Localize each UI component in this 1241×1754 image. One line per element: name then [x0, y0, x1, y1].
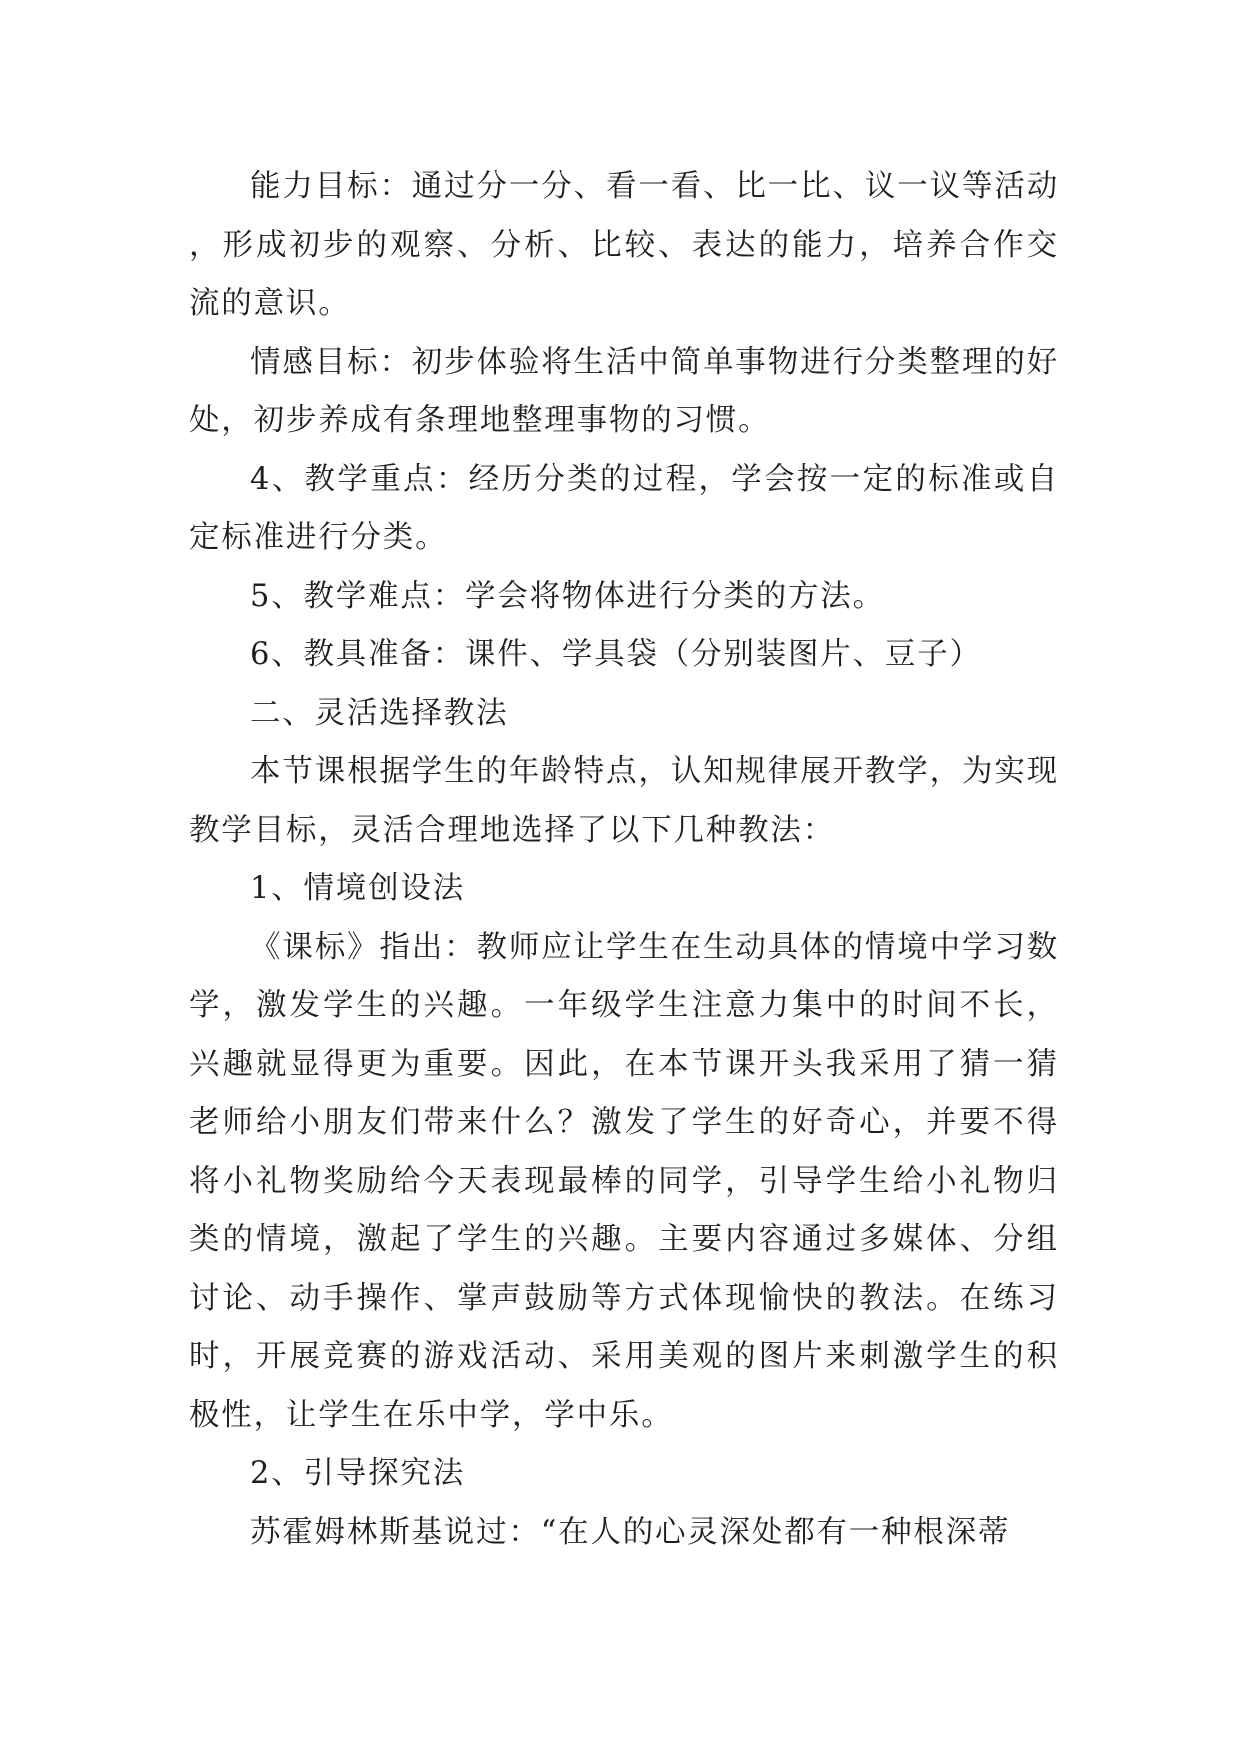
paragraph-teaching-difficulty: 5、教学难点：学会将物体进行分类的方法。: [250, 578, 885, 614]
paragraph-situation-method: 《课标》指出：教师应让学生在生动具体的情境中学习数学，激发学生的兴趣。一年级学生注意力集中的时间不长，兴趣就显得更为重要。因此，在本节课开头我采用了猜一猜老师给小朋友们带来什么？激发了学生的好奇心，并要不得将小礼物奖励给今天表现最棒的同学，引导学生给小礼物归类的情境，激起了学生的兴趣。主要内容通过多媒体、分组讨论、动手操作、掌声鼓励等方式体现愉快的教法。在练习时，开展竞赛的游戏活动、采用美观的图片来刺激学生的积极性，让学生在乐中学，学中乐。: [189, 929, 1059, 1433]
paragraph-emotion-goal: 情感目标：初步体验将生活中简单事物进行分类整理的好处，初步养成有条理地整理事物的习惯。: [189, 344, 1059, 438]
section-heading-teaching-methods: 二、灵活选择教法: [250, 695, 509, 731]
paragraph-ability-goal: 能力目标：通过分一分、看一看、比一比、议一议等活动，形成初步的观察、分析、比较、表达的能力，培养合作交流的意识。: [189, 169, 1059, 321]
paragraph-teaching-focus: 4、教学重点：经历分类的过程，学会按一定的标准或自定标准进行分类。: [189, 461, 1059, 555]
document-body: [189, 158, 1059, 1562]
subheading-situation-method: 1、情境创设法: [250, 871, 466, 906]
paragraph-teaching-aids: 6、教具准备：课件、学具袋（分别装图片、豆子）: [250, 637, 982, 672]
paragraph-guided-inquiry: 苏霍姆林斯基说过：“在人的心灵深处都有一种根深蒂: [250, 1514, 1011, 1550]
paragraph-methods-intro: 本节课根据学生的年龄特点，认知规律展开教学，为实现教学目标，灵活合理地选择了以下几种教法：: [189, 754, 1059, 848]
subheading-guided-inquiry: 2、引导探究法: [250, 1456, 466, 1491]
